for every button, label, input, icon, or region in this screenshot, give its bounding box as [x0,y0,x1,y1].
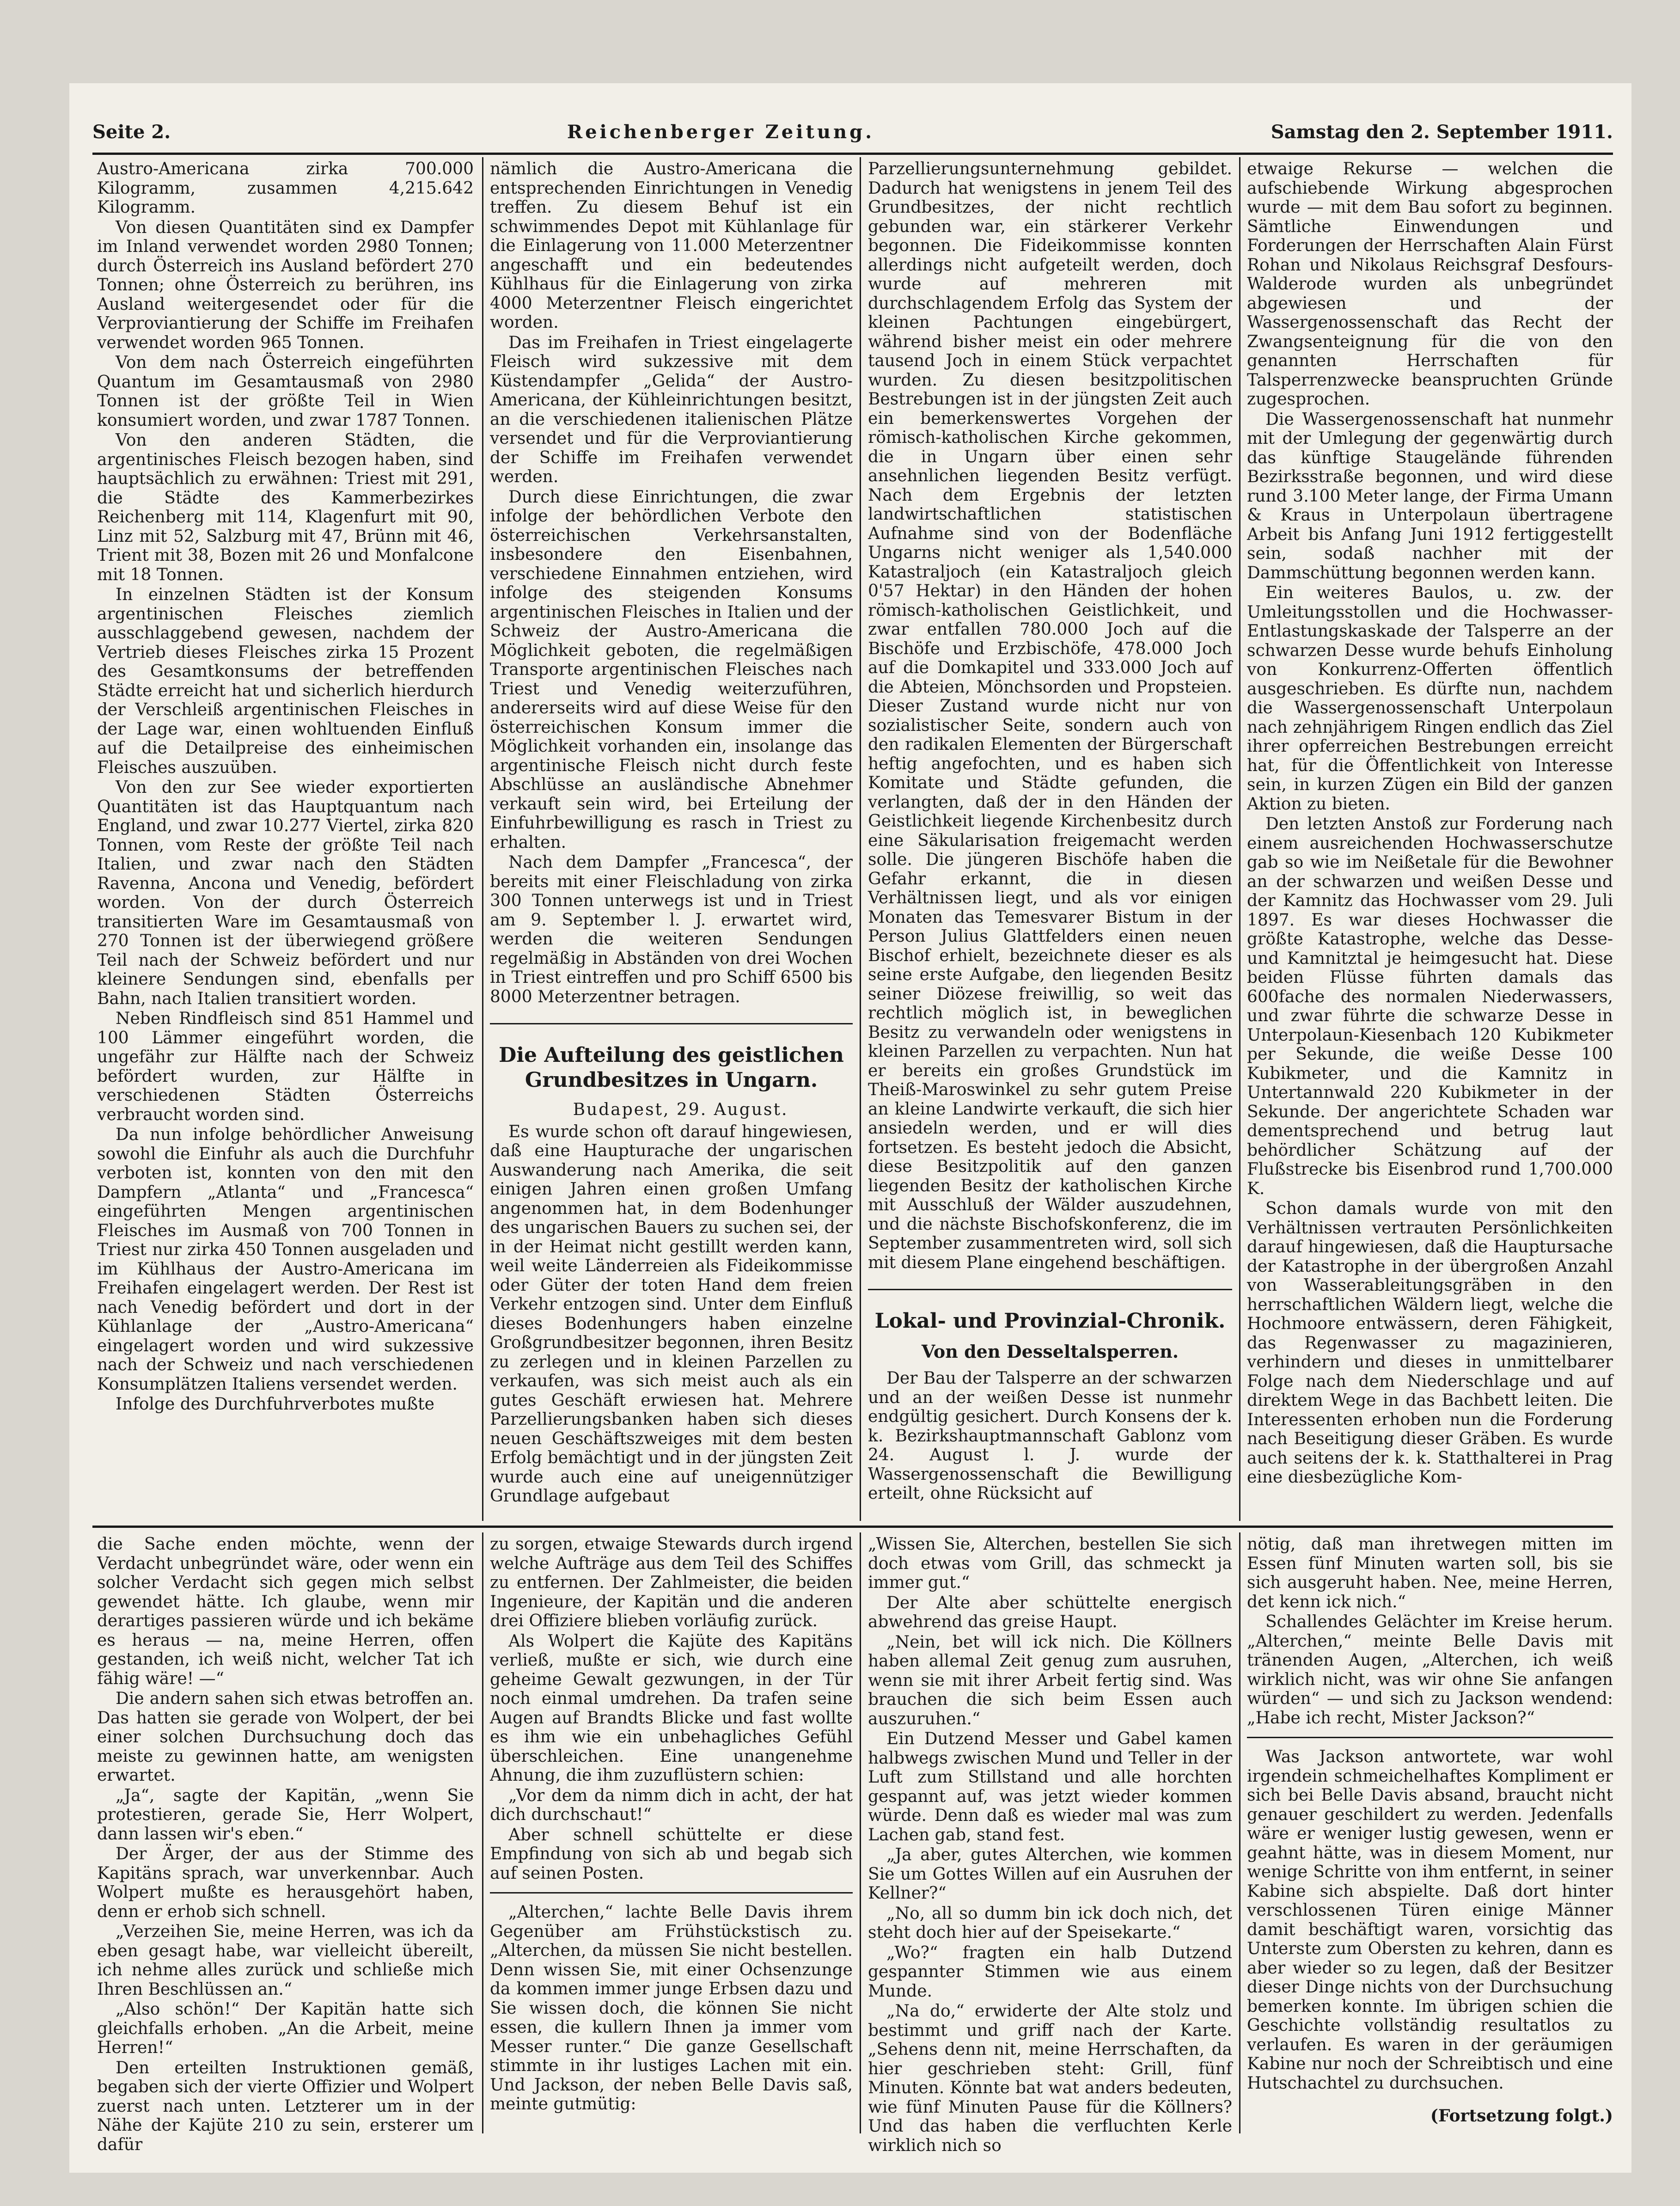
paragraph: „Wo?“ fragten ein halb Dutzend gespannter Stimmen wie aus einem Munde. [868,1943,1232,2001]
paragraph: Nach dem Dampfer „Francesca“, der bereits mit einer Fleischladung von zirka 300 Tonnen unterwegs ist und in Triest am 9. September l. J. erwartet wird, werden die weiteren Sendungen regelmäßig in Abständen von drei Wochen in Triest eintreffen und pro Schiff 6500 bis 8000 Meterzentner betragen. [490,853,853,1006]
paragraph: Von den zur See wieder exportierten Quantitäten ist das Hauptquantum nach England, und zwar 10.277 Viertel, zirka 820 Tonnen, vom Reste der größte Teil nach Italien, und zwar nach den Städten Ravenna, Ancona und Venedig, befördert worden. Von der durch Österreich transitierten Ware im Gesamtausmaß von 270 Tonnen ist der überwiegend größere Teil nach der Schweiz befördert und nur kleinere Sendungen sind, ebenfalls per Bahn, nach Italien transitiert worden. [97,778,474,1008]
paragraph: zu sorgen, etwaige Stewards durch irgend welche Aufträge aus dem Teil des Schiffes zu entfernen. Der Zahlmeister, die beiden Ingenieure, der Kapitän und die anderen drei Offiziere blieben vorläufig zurück. [490,1535,853,1630]
upper-column-1 [97,159,474,1521]
paragraph: etwaige Rekurse — welchen die aufschiebende Wirkung abgesprochen wurde — mit dem Bau sofort zu beginnen. Sämtliche Einwendungen und Forderungen der Herrschaften Alain Fürst Rohan und Nikolaus Reichsgraf Desfours-Walderode wurden als unbegründet abgewiesen und der Wassergenossenschaft das Recht der Zwangsenteignung für die von den genannten Herrschaften für Talsperrenzwecke beanspruchten Gründe zugesprochen. [1247,159,1613,409]
paragraph: Das im Freihafen in Triest eingelagerte Fleisch wird sukzessive mit dem Küstendampfer „Gelida“ der Austro-Americana, der Kühleinrichtungen besitzt, an die verschiedenen italienischen Plätze versendet und für die Verproviantierung der Schiffe im Freihafen verwendet werden. [490,333,853,486]
upper-column-3 [868,159,1232,1521]
paragraph: Aber schnell schüttelte er diese Empfindung von sich ab und begab sich auf seinen Posten. [490,1825,853,1883]
page-header [92,111,1613,153]
newspaper-page [69,83,1631,2173]
column-divider [1239,1532,1240,2133]
paragraph: „Nein, bet will ick nich. Die Köllners haben allemal Zeit genug zum ausruhen, wenn sie mit ihrer Arbeit fertig sind. Was brauchen die sich beim Essen auch auszuruhen.“ [868,1632,1232,1728]
paragraph: „Verzeihen Sie, meine Herren, was ich da eben gesagt habe, war vielleicht übereilt, ich nehme alles zurück und schließe mich Ihren Beschlüssen an.“ [97,1922,474,1999]
continuation-note: (Fortsetzung folgt.) [1430,2106,1613,2126]
scene-break [1247,1737,1613,1738]
paragraph: „Also schön!“ Der Kapitän hatte sich gleichfalls erhoben. „An die Arbeit, meine Herren!“ [97,2000,474,2057]
lower-column-3 [868,1535,1232,2155]
lower-column-1 [97,1535,474,2154]
paragraph: Die Wassergenossenschaft hat nunmehr mit der Umlegung der gegenwärtig durch das künftige Staugelände führenden Bezirksstraße begonnen, und wird diese rund 3.100 Meter lange, der Firma Umann & Kraus in Unterpolaun übertragene Arbeit bis Anfang Juni 1912 fertiggestellt sein, sodaß nachher mit der Dammschüttung begonnen werden kann. [1247,410,1613,582]
paragraph: „Ja“, sagte der Kapitän, „wenn Sie protestieren, gerade Sie, Herr Wolpert, dann lassen wir's eben.“ [97,1786,474,1844]
header-rule [92,153,1613,155]
page-number-label: Seite 2. [92,121,171,143]
article-separator [490,1023,853,1024]
paragraph: Den erteilten Instruktionen gemäß, begaben sich der vierte Offizier und Wolpert zuerst nach unten. Letzterer um in der Nähe der Kajüte 210 zu sein, ersterer um dafür [97,2058,474,2154]
column-divider [860,157,861,1521]
paragraph: In einzelnen Städten ist der Konsum argentinischen Fleisches ziemlich ausschlaggebend gewesen, nachdem der Vertrieb dieses Fleisches zirka 15 Prozent des Gesamtkonsums der betreffenden Städte erreicht hat und sicherlich hierdurch der Verschleiß argentinischen Fleisches in der Lage war, einen wohltuenden Einfluß auf die Detailpreise des einheimischen Fleisches auszuüben. [97,585,474,777]
lower-column-4 [1247,1535,1613,2136]
section-separator [868,1289,1232,1290]
column-divider [1239,157,1240,1521]
paragraph: Neben Rindfleisch sind 851 Hammel und 100 Lämmer eingeführt worden, die ungefähr zur Hälfte nach der Schweiz befördert wurden, zur Hälfte in verschiedenen Städten Österreichs verbraucht worden sind. [97,1009,474,1124]
lower-column-2 [490,1535,853,2136]
paragraph: „Na do,“ erwiderte der Alte stolz und bestimmt und griff nach der Karte. „Sehens denn nit, meine Herrschaften, da hier geschrieben steht: Grill, fünf Minuten. Könnte bat wat anders bedeuten, wie fünf Minuten Pause für die Köllners? Und das haben die verfluchten Kerle wirklich nich so [868,2002,1232,2155]
paragraph: Parzellierungsunternehmung gebildet. Dadurch hat wenigstens in jenem Teil des Grundbesitzes, der nicht rechtlich gebunden war, ein stärkerer Verkehr begonnen. Die Fideikommisse konnten allerdings nicht aufgeteilt werden, doch wurde auf mehreren mit durchschlagendem Erfolg das System der kleinen Pachtungen eingebürgert, während bisher meist ein oder mehrere tausend Joch in einem Stück verpachtet wurden. Zu diesen besitzpolitischen Bestrebungen ist in der jüngsten Zeit auch ein bemerkenswertes Vorgehen der römisch-katholischen Kirche gekommen, die in Ungarn über einen sehr ansehnlichen liegenden Besitz verfügt. Nach dem Ergebnis der letzten landwirtschaftlichen statistischen Aufnahme sind von der Bodenfläche Ungarns nicht weniger als 1,540.000 Katastraljoch (ein Katastraljoch gleich 0'57 Hektar) in den Händen der hohen römisch-katholischen Geistlichkeit, und zwar entfallen 780.000 Joch auf die Bischöfe und Erzbischöfe, 478.000 Joch auf die Domkapitel und 333.000 Joch auf die Abteien, Mönchsorden und Propsteien. Dieser Zustand wurde nicht nur von sozialistischer Seite, sondern auch von den radikalen Elementen der Bürgerschaft heftig angefochten, und es haben sich Komitate und Städte gefunden, die verlangten, daß der in den Händen der Geistlichkeit liegende Kirchenbesitz durch eine Säkularisation freigemacht werden solle. Die jüngeren Bischöfe haben die Gefahr erkannt, die in diesen Verhältnissen liegt, und als vor einigen Monaten das Temesvarer Bistum in der Person Julius Glattfelders einen neuen Bischof erhielt, bezeichnete dieser es als seine erste Aufgabe, den liegenden Besitz seiner Diözese freiwillig, so weit das rechtlich möglich ist, in beweglichen Besitz zu verwandeln oder wenigstens in kleinen Parzellen zu verpachten. Nun hat er bereits ein großes Grundstück im Theiß-Maroswinkel zu sehr gutem Preise an kleine Landwirte verkauft, die sich hier ansiedeln werden, und er will dies fortsetzen. Es besteht jedoch die Absicht, diese Besitzpolitik auf den ganzen liegenden Besitz der katholischen Kirche mit Ausschluß der Wälder auszudehnen, und die nächste Bischofskonferenz, die im September zusammentreten wird, soll sich mit diesem Plane eingehend beschäftigen. [868,159,1232,1272]
paragraph: „Alterchen,“ lachte Belle Davis ihrem Gegenüber am Frühstückstisch zu. „Alterchen, da müssen Sie nicht bestellen. Denn wissen Sie, mit einer Ochsenzunge da kommen immer junge Erbsen dazu und Sie wissen doch, die können Sie nicht essen, die kullern Ihnen ja immer vom Messer runter.“ Die ganze Gesellschaft stimmte in ihr lustiges Lachen mit ein. Und Jackson, der neben Belle Davis saß, meinte gutmütig: [490,1903,853,2114]
paragraph: „Vor dem da nimm dich in acht, der hat dich durchschaut!“ [490,1786,853,1824]
issue-date: Samstag den 2. September 1911. [1271,121,1613,143]
paragraph: Ein weiteres Baulos, u. zw. der Umleitungsstollen und die Hochwasser-Entlastungskaskade der Talsperre an der schwarzen Desse wurde behufs Einholung von Konkurrenz-Offerten öffentlich ausgeschrieben. Es dürfte nun, nachdem die Wassergenossenschaft Unterpolaun nach zehnjährigem Ringen endlich das Ziel ihrer opferreichen Bestrebungen erreicht hat, für die Öffentlichkeit von Interesse sein, in kurzen Zügen ein Bild der ganzen Aktion zu bieten. [1247,583,1613,814]
paragraph: Schallendes Gelächter im Kreise herum. „Alterchen,“ meinte Belle Davis mit tränenden Augen, „Alterchen, ich weiß wirklich nicht, was wir ohne Sie anfangen würden“ — und sich zu Jackson wendend: „Habe ich recht, Mister Jackson?“ [1247,1612,1613,1728]
paragraph: „No, all so dumm bin ick doch nich, det steht doch hier auf der Speisekarte.“ [868,1904,1232,1942]
paragraph: Ein Dutzend Messer und Gabel kamen halbwegs zwischen Mund und Teller in der Luft zum Stillstand und alle horchten gespannt auf, was jetzt wieder kommen würde. Denn daß es wieder mal was zum Lachen gab, stand fest. [868,1729,1232,1844]
column-divider [482,1532,483,2133]
section-heading: Lokal- und Provinzial-Chronik. [874,1309,1226,1333]
upper-column-2 [490,159,853,1521]
article-subheading: Von den Desseltalsperren. [921,1341,1179,1362]
paragraph: Der Bau der Talsperre an der schwarzen und an der weißen Desse ist nunmehr endgültig gesichert. Durch Konsens der k. k. Bezirkshauptmannschaft Gablonz vom 24. August l. J. wurde der Wassergenossenschaft die Bewilligung erteilt, ohne Rücksicht auf [868,1369,1232,1503]
paragraph: Durch diese Einrichtungen, die zwar infolge der behördlichen Verbote den österreichischen Verkehrsanstalten, insbesondere den Eisenbahnen, verschiedene Einnahmen entziehen, wird infolge des steigenden Konsums argentinischen Fleisches in Italien und der Schweiz der Austro-Americana die Möglichkeit geboten, die regelmäßigen Transporte argentinischen Fleisches nach Triest und Venedig weiterzuführen, andererseits wird auf diese Weise für den österreichischen Konsum immer die Möglichkeit vorhanden ein, insolange das argentinische Fleisch nicht durch feste Abschlüsse an ausländische Abnehmer verkauft sein wird, bei Erteilung der Einfuhrbewilligung es rasch in Triest zu erhalten. [490,487,853,852]
paragraph: Es wurde schon oft darauf hingewiesen, daß eine Haupturache der ungarischen Auswanderung nach Amerika, die seit einigen Jahren einen großen Umfang angenommen hat, in dem Bodenhunger des ungarischen Bauers zu suchen sei, der in der Heimat nicht gestillt werden kann, weil weite Länderreien als Fideikommisse oder Güter der toten Hand dem freien Verkehr entzogen sind. Unter dem Einfluß dieses Bodenhungers haben einzelne Großgrundbesitzer begonnen, ihren Besitz zu zerlegen und in kleinen Parzellen zu verkaufen, was sich meist auch als ein gutes Geschäft erwiesen hat. Mehrere Parzellierungsbanken haben sich dieses neuen Geschäftszweiges mit dem besten Erfolg bemächtigt und in der jüngsten Zeit wurde auch eine auf uneigennütziger Grundlage aufgebaut [490,1122,853,1506]
feuilleton-rule [92,1526,1613,1528]
paragraph: Als Wolpert die Kajüte des Kapitäns verließ, mußte er sich, wie durch eine geheime Gewalt gezwungen, in der Tür noch einmal umdrehen. Da trafen seine Augen auf Brandts Blicke und fast wollte es ihm wie ein unbehagliches Gefühl überschleichen. Eine unangenehme Ahnung, die ihm zuzuflüstern schien: [490,1631,853,1785]
paragraph: Der Ärger, der aus der Stimme des Kapitäns sprach, war unverkennbar. Auch Wolpert mußte es herausgehört haben, denn er erhob sich schnell. [97,1844,474,1921]
article-dateline: Budapest, 29. August. [573,1100,788,1119]
newspaper-name: Reichenberger Zeitung. [567,121,874,143]
paragraph: Von dem nach Österreich eingeführten Quantum im Gesamtausmaß von 2980 Tonnen ist der größte Teil in Wien konsumiert worden, und zwar 1787 Tonnen. [97,353,474,430]
paragraph: Schon damals wurde von mit den Verhältnissen vertrauten Persönlichkeiten darauf hingewiesen, daß die Hauptursache der Katastrophe in der übergroßen Anzahl von Wasserableitungsgräben in den herrschaftlichen Wäldern liegt, welche die Hochmoore entwässern, deren Fähigkeit, das Regenwasser zu magazinieren, verhindern und dieses in unmittelbarer Folge nach dem Niederschlage und auf direktem Wege in das Bachbett leiten. Die Interessenten erhoben nun die Forderung nach Beseitigung dieser Gräben. Es wurde auch seitens der k. k. Statthalterei in Prag eine diesbezügliche Kom- [1247,1199,1613,1487]
scene-break [490,1892,853,1893]
paragraph: Von diesen Quantitäten sind ex Dampfer im Inland verwendet worden 2980 Tonnen; durch Österreich ins Ausland befördert 270 Tonnen; ohne Österreich zu berühren, ins Ausland weitergesendet oder für die Verproviantierung der Schiffe im Freihafen verwendet worden 965 Tonnen. [97,218,474,352]
column-divider [482,157,483,1521]
paragraph: „Ja aber, gutes Alterchen, wie kommen Sie um Gottes Willen auf ein Ausruhen der Kellner?“ [868,1845,1232,1903]
paragraph: die Sache enden möchte, wenn der Verdacht unbegründet wäre, oder wenn ein solcher Verdacht sich gegen mich selbst gewendet hätte. Ich glaube, wenn mir derartiges passieren würde und ich bekäme es heraus — na, meine Herren, offen gestanden, ich weiß nicht, welcher Tat ich fähig wäre! —“ [97,1535,474,1688]
paragraph: Austro-Americana zirka 700.000 Kilogramm, zusammen 4,215.642 Kilogramm. [97,159,474,217]
paragraph: Infolge des Durchfuhrverbotes mußte [116,1395,434,1414]
paragraph: nämlich die Austro-Americana die entsprechenden Einrichtungen in Venedig treffen. Zu diesem Behuf ist ein schwimmendes Depot mit Kühlanlage für die Einlagerung von 11.000 Meterzentner angeschafft und ein bedeutendes Kühlhaus für die Einlagerung von zirka 4000 Meterzentner Fleisch eingerichtet worden. [490,159,853,332]
paragraph: Der Alte aber schüttelte energisch abwehrend das greise Haupt. [868,1593,1232,1631]
paragraph: Da nun infolge behördlicher Anweisung sowohl die Einfuhr als auch die Durchfuhr verboten ist, konnten von den mit den Dampfern „Atlanta“ und „Francesca“ eingeführten Mengen argentinischen Fleisches im Ausmaß von 700 Tonnen in Triest nur zirka 450 Tonnen ausgeladen und im Kühlhaus der Austro-Americana im Freihafen eingelagert werden. Der Rest ist nach Venedig befördert und dort in der Kühlanlage der „Austro-Americana“ eingelagert worden und wird sukzessive nach der Schweiz und nach verschiedenen Konsumplätzen Italiens versendet werden. [97,1125,474,1394]
paragraph: Die andern sahen sich etwas betroffen an. Das hatten sie gerade von Wolpert, der bei einer solchen Durchsuchung doch das meiste zu gewinnen hatte, am wenigsten erwartet. [97,1689,474,1785]
paragraph: „Wissen Sie, Alterchen, bestellen Sie sich doch etwas vom Grill, das schmeckt ja immer gut.“ [868,1535,1232,1592]
paragraph: Von den anderen Städten, die argentinisches Fleisch bezogen haben, sind hauptsächlich zu erwähnen: Triest mit 291, die Städte des Kammerbezirkes Reichenberg mit 114, Klagenfurt mit 90, Linz mit 52, Salzburg mit 47, Brünn mit 46, Trient mit 38, Bozen mit 26 und Monfalcone mit 18 Tonnen. [97,431,474,584]
article-title: Die Aufteilung des geistlichen Grundbesitzes in Ungarn. [499,1043,844,1092]
upper-column-4 [1247,159,1613,1521]
column-divider [860,1532,861,2133]
paragraph: Den letzten Anstoß zur Forderung nach einem ausreichenden Hochwasserschutze gab so wie im Neißetale für die Bewohner an der schwarzen und weißen Desse und der Kamnitz das Hochwasser vom 29. Juli 1897. Es war dieses Hochwasser die größte Katastrophe, welche das Desse- und Kamnitztal je heimgesucht hat. Diese beiden Flüsse führten damals das 600fache des normalen Niederwassers, und zwar führte die schwarze Desse in Unterpolaun-Kiesenbach 120 Kubikmeter per Sekunde, die weiße Desse 100 Kubikmeter, und die Kamnitz in Untertannwald 220 Kubikmeter in der Sekunde. Der angerichtete Schaden war dementsprechend und betrug laut behördlicher Schätzung auf der Flußstrecke bis Eisenbrod rund 1,700.000 K. [1247,815,1613,1198]
paragraph: Was Jackson antwortete, war wohl irgendein schmeichelhaftes Kompliment er sich bei Belle Davis absand, braucht nicht genauer geschildert zu werden. Jedenfalls wäre er weniger lustig gewesen, wenn er geahnt hätte, was in diesem Moment, nur wenige Schritte von ihm entfernt, in seiner Kabine sich abspielte. Daß dort hinter verschlossenen Türen einige Männer damit beschäftigt waren, vorsichtig das Unterste zum Obersten zu kehren, dann es aber wieder so zu legen, daß der Besitzer dieser Dinge nichts von der Durchsuchung bemerken konnte. Im übrigen schien die Geschichte vollständig resultatlos zu verlaufen. Es waren in der geräumigen Kabine nur noch der Schreibtisch und eine Hutschachtel zu durchsuchen. [1247,1747,1613,2093]
paragraph: nötig, daß man ihretwegen mitten im Essen fünf Minuten warten soll, bis sie sich ausgeruht haben. Nee, meine Herren, det kenn ick nich.“ [1247,1535,1613,1612]
